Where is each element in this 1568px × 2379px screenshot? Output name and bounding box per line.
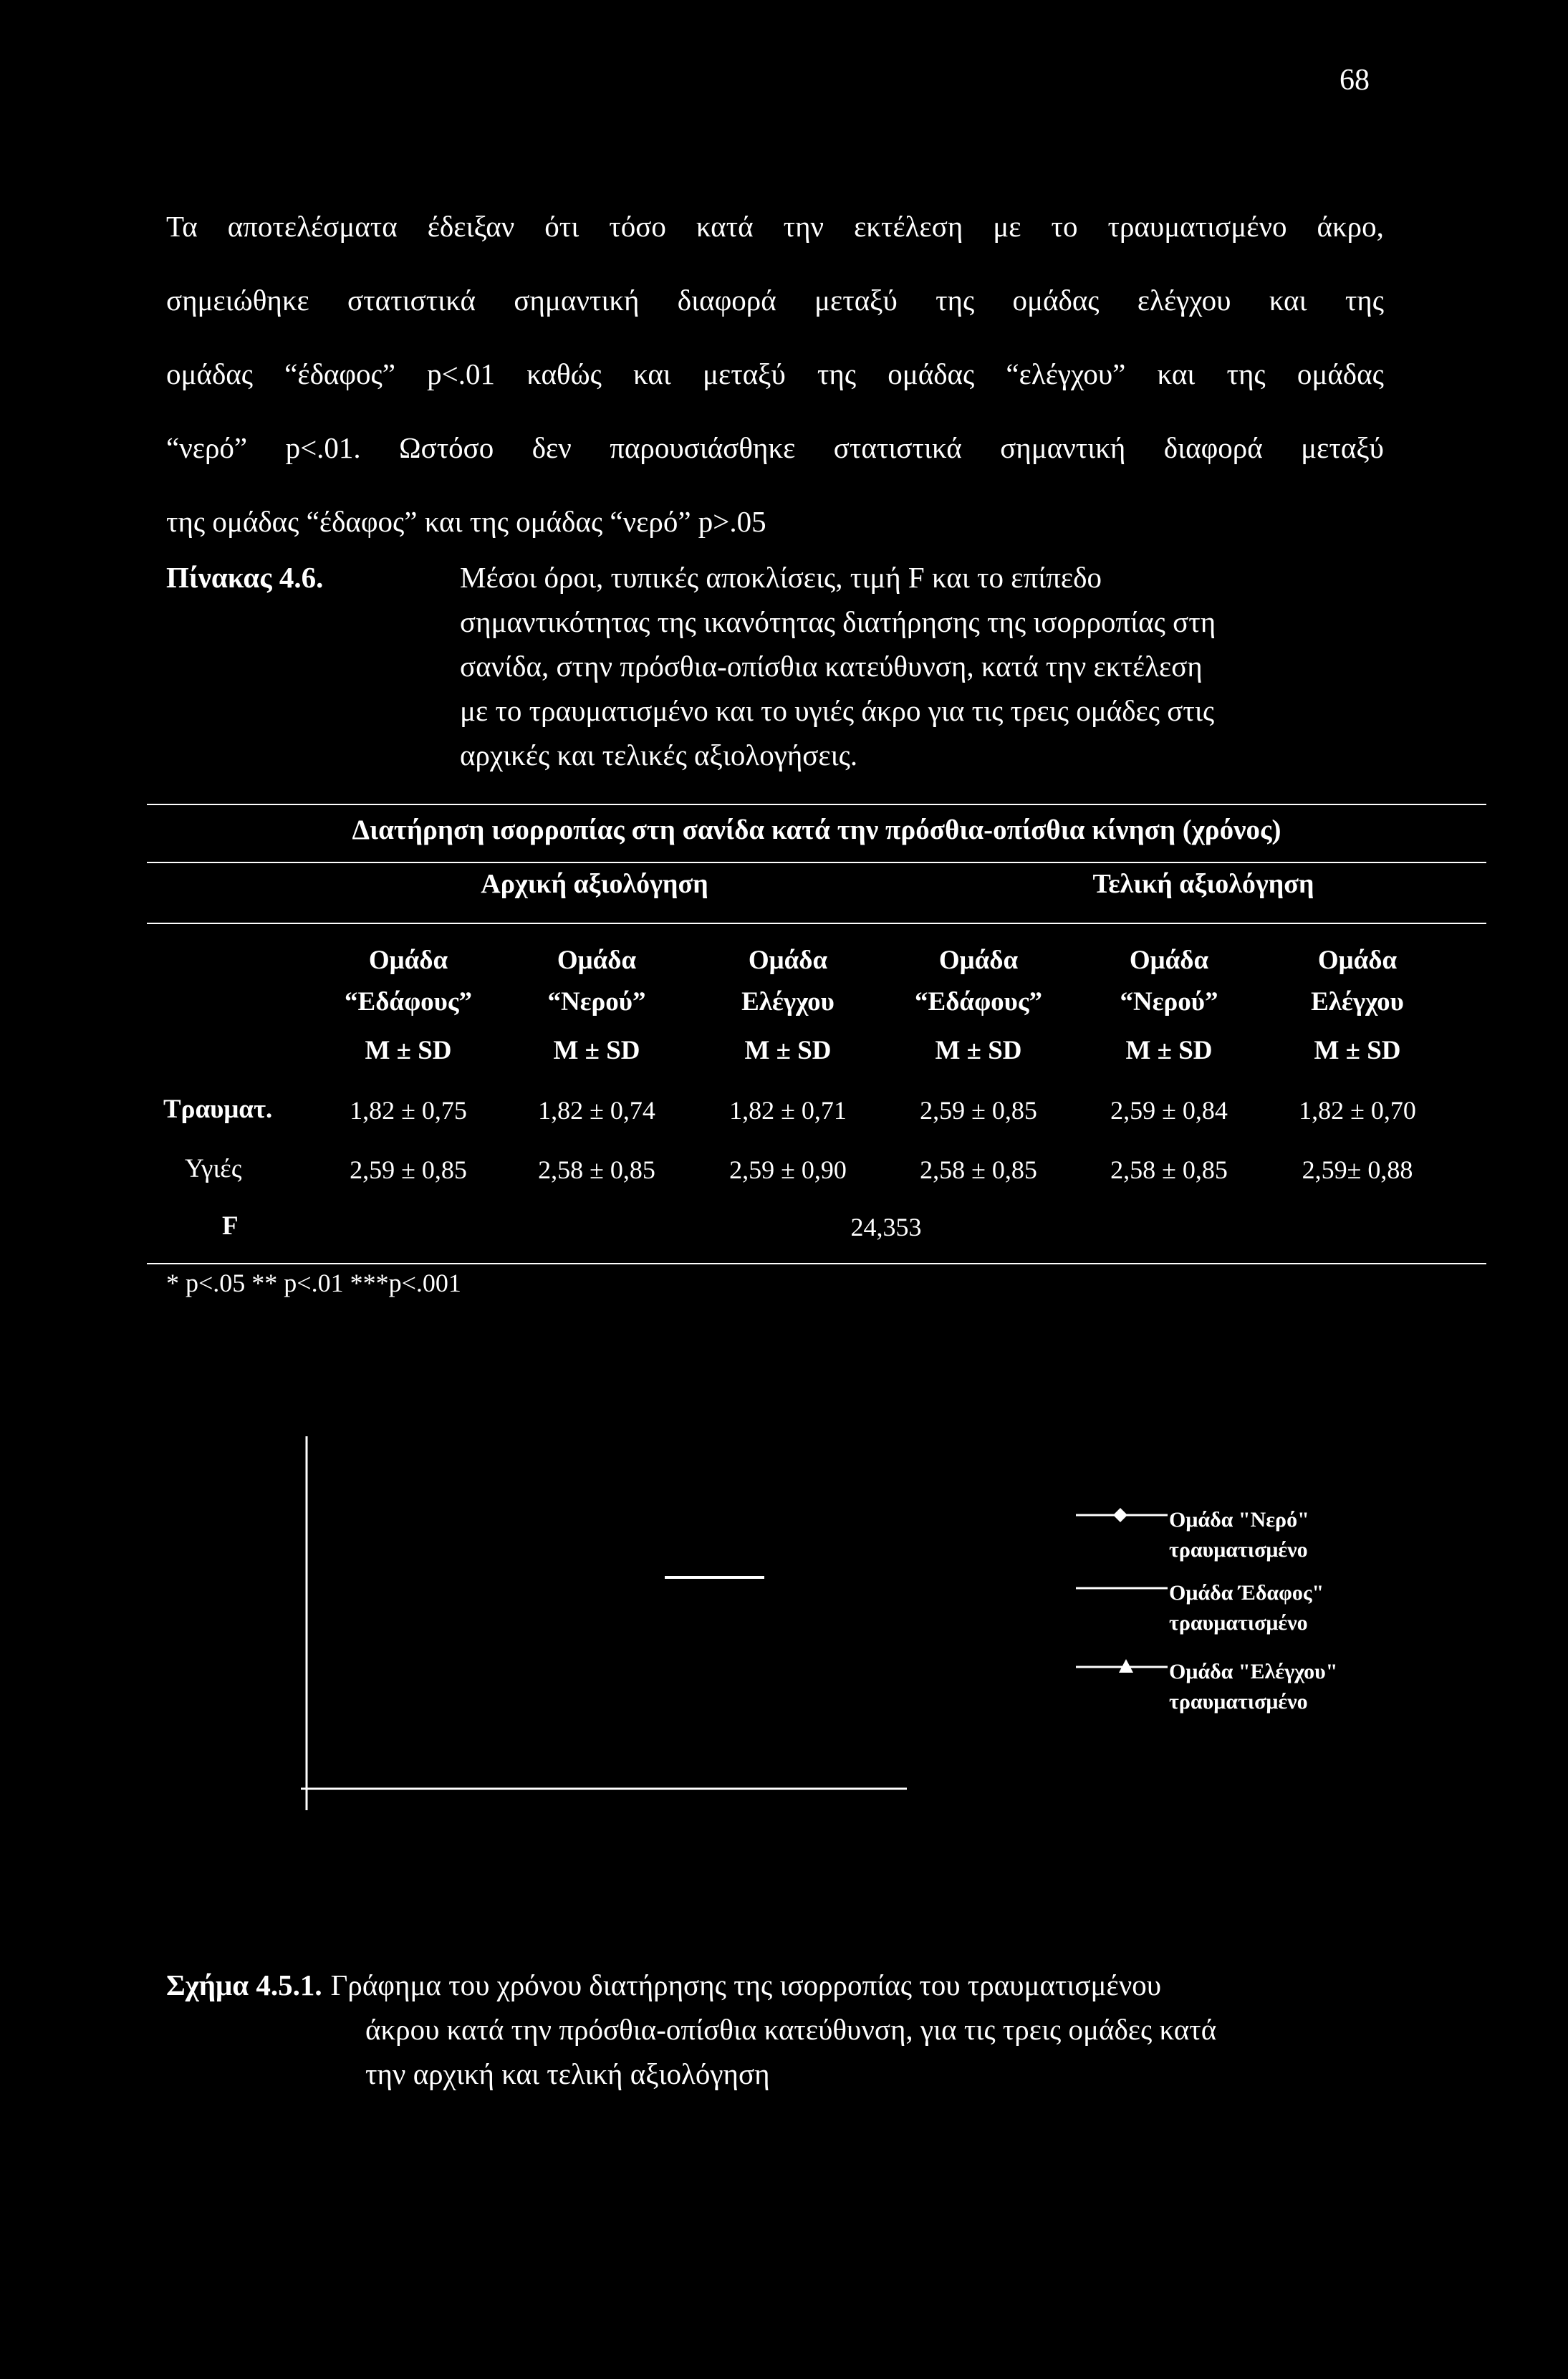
word: μεταξύ <box>703 357 786 390</box>
stat-header: M ± SD <box>553 1036 640 1065</box>
word: σημαντική <box>514 284 640 317</box>
caption-line: Μέσοι όροι, τυπικές αποκλίσεις, τιμή F και το επίπεδο <box>460 561 1102 594</box>
results-paragraph <box>166 190 1384 559</box>
word: στατιστικά <box>833 431 962 464</box>
word: Τα <box>166 210 198 243</box>
paragraph-line <box>166 337 1384 411</box>
table-caption-text <box>460 555 1384 777</box>
word: της <box>1226 357 1266 390</box>
table-title-rule <box>147 862 1486 863</box>
table-cell: 1,82 ± 0,74 <box>538 1096 655 1125</box>
legend-marker-triangle-icon <box>1076 1657 1169 1687</box>
figure-caption-line: Γράφημα του χρόνου διατήρησης της ισορροπίας του τραυματισμένου <box>330 1969 1162 2001</box>
word: και <box>1157 357 1196 390</box>
table-cell: 1,82 ± 0,71 <box>729 1096 847 1125</box>
paragraph-line: της ομάδας “έδαφος” και της ομάδας “νερό” p>.05 <box>166 505 766 538</box>
word: p<.01 <box>427 357 496 390</box>
word: ομάδας <box>1012 284 1100 317</box>
table-caption-label: Πίνακας 4.6. <box>166 561 324 594</box>
row-label-injured: Τραυματ. <box>163 1095 273 1124</box>
word: διαφορά <box>1163 431 1263 464</box>
line-chart: Ομάδα "Νερό" τραυματισμένο Ομάδα Έδαφος" τραυματισμένο Ομάδα "Ελέγχου" τραυματισμένο <box>301 1429 946 1834</box>
table-cell: 2,59± 0,88 <box>1302 1155 1413 1184</box>
word: κατά <box>696 210 754 243</box>
col-header-control-initial: Ομάδα Ελέγχου <box>741 946 834 1017</box>
table-caption <box>166 555 1384 777</box>
caption-line: αρχικές και τελικές αξιολογήσεις. <box>460 739 858 772</box>
stat-header: M ± SD <box>1314 1036 1401 1065</box>
word: ομάδας <box>888 357 975 390</box>
word: και <box>1269 284 1307 317</box>
row-label-healthy: Υγιές <box>185 1154 242 1183</box>
significance-footnote: * p<.05 ** p<.01 ***p<.001 <box>166 1269 461 1297</box>
word: ελέγχου <box>1137 284 1231 317</box>
word: “έδαφος” <box>284 357 395 390</box>
word: της <box>935 284 975 317</box>
table-cell: 2,59 ± 0,85 <box>350 1155 467 1184</box>
stat-header: M ± SD <box>935 1036 1022 1065</box>
word: καθώς <box>526 357 602 390</box>
table-cell: 2,58 ± 0,85 <box>538 1155 655 1184</box>
word: έδειξαν <box>427 210 515 243</box>
word: εκτέλεση <box>854 210 963 243</box>
table-cell: 1,82 ± 0,70 <box>1299 1096 1416 1125</box>
stat-header: M ± SD <box>744 1036 832 1065</box>
table-cell: 2,58 ± 0,85 <box>920 1155 1037 1184</box>
page-number: 68 <box>1339 64 1370 97</box>
word: ομάδας <box>166 357 253 390</box>
word: ότι <box>544 210 579 243</box>
word: και <box>633 357 671 390</box>
caption-line: σανίδα, στην πρόσθια-οπίσθια κατεύθυνση, κατά την εκτέλεση <box>460 650 1203 683</box>
row-label-f: F <box>222 1211 239 1241</box>
legend-marker-diamond-icon <box>1076 1505 1169 1535</box>
table-cell: 2,59 ± 0,84 <box>1110 1096 1228 1125</box>
word: μεταξύ <box>1301 431 1384 464</box>
table-cell: 2,59 ± 0,85 <box>920 1096 1037 1125</box>
word: τραυματισμένο <box>1107 210 1287 243</box>
figure-caption <box>166 1963 1405 2096</box>
table-title: Διατήρηση ισορροπίας στη σανίδα κατά την πρόσθια-οπίσθια κίνηση (χρόνος) <box>352 814 1281 845</box>
f-value: 24,353 <box>850 1213 922 1241</box>
word: σημειώθηκε <box>166 284 309 317</box>
word: Ωστόσο <box>399 431 494 464</box>
word: ομάδας <box>1297 357 1384 390</box>
word: της <box>817 357 857 390</box>
group-header-initial: Αρχική αξιολόγηση <box>481 869 708 899</box>
word: διαφορά <box>677 284 776 317</box>
chart-plot-area <box>301 1429 946 1830</box>
word: την <box>783 210 824 243</box>
table-cell: 2,59 ± 0,90 <box>729 1155 847 1184</box>
caption-line: με το τραυματισμένο και το υγιές άκρο για τις τρεις ομάδες στις <box>460 694 1215 727</box>
word: το <box>1051 210 1078 243</box>
stat-header: M ± SD <box>1125 1036 1213 1065</box>
word: p<.01. <box>285 431 361 464</box>
word: παρουσιάσθηκε <box>610 431 796 464</box>
table-top-rule <box>147 804 1486 805</box>
paragraph-line <box>166 190 1384 264</box>
stat-header: M ± SD <box>365 1036 452 1065</box>
word: με <box>993 210 1021 243</box>
paragraph-line <box>166 264 1384 337</box>
word: σημαντική <box>1000 431 1126 464</box>
legend-line-icon <box>1076 1578 1169 1608</box>
word: στατιστικά <box>347 284 476 317</box>
word: τόσο <box>609 210 666 243</box>
table-bottom-rule <box>147 1263 1486 1264</box>
word: “ελέγχου” <box>1006 357 1126 390</box>
figure-caption-line: άκρου κατά την πρόσθια-οπίσθια κατεύθυνση, για τις τρεις ομάδες κατά <box>365 2013 1217 2046</box>
word: της <box>1345 284 1384 317</box>
col-header-ground-final: Ομάδα “Εδάφους” <box>915 946 1042 1017</box>
group-header-final: Τελική αξιολόγηση <box>1092 869 1314 899</box>
col-header-water-initial: Ομάδα “Νερού” <box>547 946 646 1017</box>
paragraph-line <box>166 411 1384 485</box>
table-cell: 1,82 ± 0,75 <box>350 1096 467 1125</box>
col-header-water-final: Ομάδα “Νερού” <box>1120 946 1218 1017</box>
caption-line: σημαντικότητας της ικανότητας διατήρησης της ισορροπίας στη <box>460 605 1216 638</box>
word: μεταξύ <box>814 284 898 317</box>
figure-caption-line: την αρχική και τελική αξιολόγηση <box>365 2057 770 2090</box>
word: αποτελέσματα <box>227 210 398 243</box>
col-header-ground-initial: Ομάδα “Εδάφους” <box>345 946 472 1017</box>
word: δεν <box>532 431 572 464</box>
group-header-rule <box>147 923 1486 924</box>
col-header-control-final: Ομάδα Ελέγχου <box>1311 946 1404 1017</box>
figure-caption-label: Σχήμα 4.5.1. <box>166 1969 322 2001</box>
word: άκρο, <box>1317 210 1384 243</box>
table-cell: 2,58 ± 0,85 <box>1110 1155 1228 1184</box>
word: “νερό” <box>166 431 248 464</box>
